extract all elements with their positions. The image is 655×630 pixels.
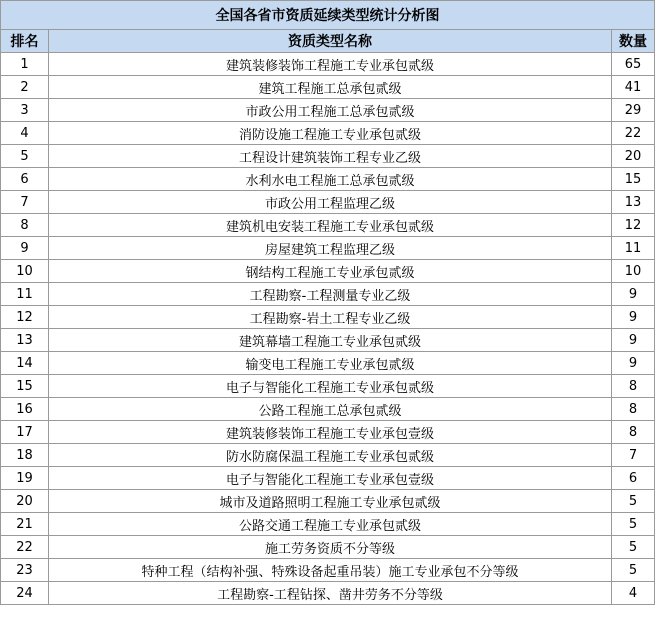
name-cell: 房屋建筑工程监理乙级 [49, 237, 612, 260]
name-cell: 城市及道路照明工程施工专业承包贰级 [49, 490, 612, 513]
rank-cell: 22 [1, 536, 49, 559]
count-cell: 8 [612, 398, 655, 421]
count-cell: 65 [612, 53, 655, 76]
table-row [1, 329, 655, 352]
rank-cell: 8 [1, 214, 49, 237]
table-row [1, 444, 655, 467]
name-cell: 特种工程（结构补强、特殊设备起重吊装）施工专业承包不分等级 [49, 559, 612, 582]
count-cell: 9 [612, 352, 655, 375]
count-cell: 11 [612, 237, 655, 260]
table-row [1, 214, 655, 237]
rank-cell: 14 [1, 352, 49, 375]
rank-cell: 6 [1, 168, 49, 191]
name-cell: 建筑机电安装工程施工专业承包贰级 [49, 214, 612, 237]
table-row [1, 306, 655, 329]
count-cell: 9 [612, 283, 655, 306]
name-cell: 工程设计建筑装饰工程专业乙级 [49, 145, 612, 168]
name-cell: 电子与智能化工程施工专业承包壹级 [49, 467, 612, 490]
name-header: 资质类型名称 [49, 30, 612, 53]
name-cell: 工程勘察-岩土工程专业乙级 [49, 306, 612, 329]
table-row [1, 168, 655, 191]
count-cell: 8 [612, 375, 655, 398]
rank-cell: 21 [1, 513, 49, 536]
rank-cell: 16 [1, 398, 49, 421]
count-cell: 20 [612, 145, 655, 168]
table-row [1, 536, 655, 559]
name-cell: 公路交通工程施工专业承包贰级 [49, 513, 612, 536]
rank-cell: 23 [1, 559, 49, 582]
rank-cell: 10 [1, 260, 49, 283]
header-row [1, 30, 655, 53]
name-cell: 工程勘察-工程测量专业乙级 [49, 283, 612, 306]
table-row [1, 145, 655, 168]
table-title: 全国各省市资质延续类型统计分析图 [1, 1, 655, 30]
name-cell: 工程勘察-工程钻探、凿井劳务不分等级 [49, 582, 612, 605]
table-row [1, 191, 655, 214]
rank-cell: 24 [1, 582, 49, 605]
table-row [1, 513, 655, 536]
count-cell: 10 [612, 260, 655, 283]
rank-cell: 18 [1, 444, 49, 467]
name-cell: 建筑装修装饰工程施工专业承包贰级 [49, 53, 612, 76]
table-row [1, 467, 655, 490]
count-cell: 29 [612, 99, 655, 122]
table-row [1, 559, 655, 582]
name-cell: 防水防腐保温工程施工专业承包贰级 [49, 444, 612, 467]
table-row [1, 260, 655, 283]
table-row [1, 398, 655, 421]
count-cell: 4 [612, 582, 655, 605]
rank-cell: 3 [1, 99, 49, 122]
count-cell: 5 [612, 513, 655, 536]
count-header: 数量 [612, 30, 655, 53]
name-cell: 钢结构工程施工专业承包贰级 [49, 260, 612, 283]
table-row [1, 490, 655, 513]
count-cell: 8 [612, 421, 655, 444]
table-row [1, 352, 655, 375]
name-cell: 建筑装修装饰工程施工专业承包壹级 [49, 421, 612, 444]
rank-cell: 5 [1, 145, 49, 168]
rank-cell: 13 [1, 329, 49, 352]
count-cell: 15 [612, 168, 655, 191]
table-row [1, 421, 655, 444]
rank-cell: 15 [1, 375, 49, 398]
rank-header: 排名 [1, 30, 49, 53]
name-cell: 市政公用工程施工总承包贰级 [49, 99, 612, 122]
rank-cell: 17 [1, 421, 49, 444]
rank-cell: 20 [1, 490, 49, 513]
name-cell: 水利水电工程施工总承包贰级 [49, 168, 612, 191]
count-cell: 22 [612, 122, 655, 145]
table-row [1, 375, 655, 398]
rank-cell: 12 [1, 306, 49, 329]
rank-cell: 2 [1, 76, 49, 99]
count-cell: 6 [612, 467, 655, 490]
rank-cell: 1 [1, 53, 49, 76]
count-cell: 41 [612, 76, 655, 99]
count-cell: 9 [612, 329, 655, 352]
table-row [1, 99, 655, 122]
table-body [1, 53, 655, 605]
rank-cell: 9 [1, 237, 49, 260]
count-cell: 13 [612, 191, 655, 214]
table-row [1, 122, 655, 145]
rank-cell: 19 [1, 467, 49, 490]
name-cell: 公路工程施工总承包贰级 [49, 398, 612, 421]
rank-cell: 7 [1, 191, 49, 214]
name-cell: 输变电工程施工专业承包贰级 [49, 352, 612, 375]
name-cell: 建筑幕墙工程施工专业承包贰级 [49, 329, 612, 352]
count-cell: 7 [612, 444, 655, 467]
count-cell: 5 [612, 490, 655, 513]
table-row [1, 283, 655, 306]
name-cell: 电子与智能化工程施工专业承包贰级 [49, 375, 612, 398]
rank-cell: 11 [1, 283, 49, 306]
table-row [1, 76, 655, 99]
name-cell: 施工劳务资质不分等级 [49, 536, 612, 559]
name-cell: 市政公用工程监理乙级 [49, 191, 612, 214]
table-row [1, 53, 655, 76]
name-cell: 建筑工程施工总承包贰级 [49, 76, 612, 99]
table-row [1, 237, 655, 260]
name-cell: 消防设施工程施工专业承包贰级 [49, 122, 612, 145]
count-cell: 12 [612, 214, 655, 237]
count-cell: 9 [612, 306, 655, 329]
rank-cell: 4 [1, 122, 49, 145]
count-cell: 5 [612, 536, 655, 559]
table-row [1, 582, 655, 605]
count-cell: 5 [612, 559, 655, 582]
